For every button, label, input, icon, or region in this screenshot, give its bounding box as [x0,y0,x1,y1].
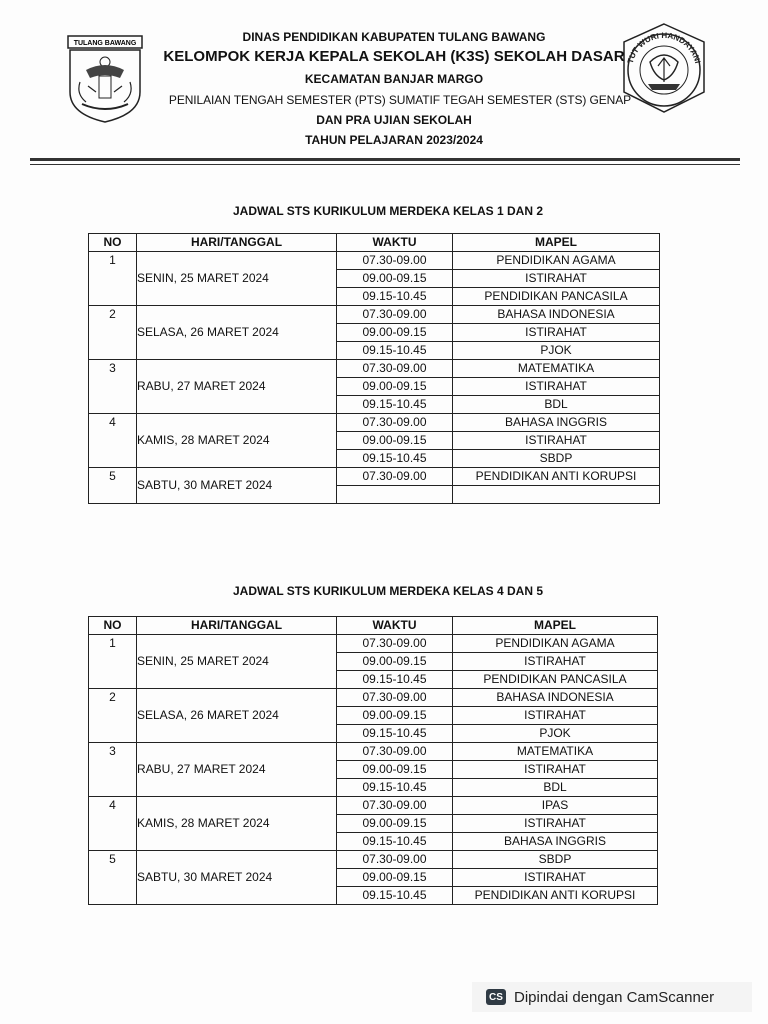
day-number: 5 [89,851,137,905]
session-subject: PJOK [453,342,660,360]
camscanner-text: Dipindai dengan CamScanner [514,988,715,1006]
letterhead-divider-thin [30,164,740,165]
col-header-subject: MAPEL [453,617,658,635]
day-number: 1 [89,252,137,306]
day-date: RABU, 27 MARET 2024 [137,743,337,797]
table-row [89,635,658,653]
day-date: SELASA, 26 MARET 2024 [137,689,337,743]
col-header-no: NO [89,234,137,252]
table-row [89,414,660,432]
table-row [89,689,658,707]
header-line-3: KECAMATAN BANJAR MARGO [304,72,484,86]
session-time: 07.30-09.00 [337,252,453,270]
session-time: 07.30-09.00 [337,689,453,707]
session-subject: BDL [453,396,660,414]
session-time: 09.00-09.15 [337,815,453,833]
col-header-subject: MAPEL [453,234,660,252]
session-subject: IPAS [453,797,658,815]
session-time: 07.30-09.00 [337,360,453,378]
session-subject: ISTIRAHAT [453,653,658,671]
session-subject: SBDP [453,851,658,869]
table2-title: JADWAL STS KURIKULUM MERDEKA KELAS 4 DAN 5 [232,584,544,598]
camscanner-icon: CS [486,989,506,1005]
session-subject: PENDIDIKAN ANTI KORUPSI [453,887,658,905]
day-number: 2 [89,306,137,360]
header-line-1: DINAS PENDIDIKAN KABUPATEN TULANG BAWANG [242,30,546,44]
schedule-table-class-4-5 [88,616,658,905]
table-header-row [89,234,660,252]
session-subject: PENDIDIKAN ANTI KORUPSI [453,468,660,486]
session-time: 07.30-09.00 [337,797,453,815]
day-number: 4 [89,414,137,468]
camscanner-watermark [472,982,752,1012]
session-subject: BDL [453,779,658,797]
day-number: 1 [89,635,137,689]
col-header-day: HARI/TANGGAL [137,234,337,252]
session-time [337,486,453,504]
session-time: 07.30-09.00 [337,743,453,761]
day-number: 3 [89,360,137,414]
day-date: SENIN, 25 MARET 2024 [137,252,337,306]
session-time: 07.30-09.00 [337,851,453,869]
table-row [89,851,658,869]
table-header-row [89,617,658,635]
session-time: 09.00-09.15 [337,432,453,450]
session-time: 09.15-10.45 [337,342,453,360]
session-subject: MATEMATIKA [453,360,660,378]
session-time: 09.00-09.15 [337,270,453,288]
day-number: 5 [89,468,137,504]
session-subject: ISTIRAHAT [453,869,658,887]
header-line-2: KELOMPOK KERJA KEPALA SEKOLAH (K3S) SEKOLAH DASAR [163,48,625,65]
session-subject: ISTIRAHAT [453,378,660,396]
session-time: 09.00-09.15 [337,653,453,671]
session-subject: ISTIRAHAT [453,324,660,342]
left-logo-label: TULANG BAWANG [73,40,137,47]
day-number: 3 [89,743,137,797]
session-time: 09.15-10.45 [337,450,453,468]
session-subject: ISTIRAHAT [453,815,658,833]
col-header-no: NO [89,617,137,635]
table1-title: JADWAL STS KURIKULUM MERDEKA KELAS 1 DAN 2 [232,204,544,218]
session-time: 07.30-09.00 [337,414,453,432]
session-subject [453,486,660,504]
header-line-5: DAN PRA UJIAN SEKOLAH [316,113,472,127]
session-time: 09.00-09.15 [337,869,453,887]
session-subject: BAHASA INGGRIS [453,414,660,432]
col-header-time: WAKTU [337,234,453,252]
session-time: 07.30-09.00 [337,306,453,324]
col-header-time: WAKTU [337,617,453,635]
session-time: 09.15-10.45 [337,725,453,743]
session-time: 09.00-09.15 [337,378,453,396]
col-header-day: HARI/TANGGAL [137,617,337,635]
session-time: 09.15-10.45 [337,396,453,414]
session-subject: ISTIRAHAT [453,270,660,288]
day-date: SENIN, 25 MARET 2024 [137,635,337,689]
session-subject: PJOK [453,725,658,743]
letterhead-divider [30,158,740,161]
table-row [89,306,660,324]
table-row [89,743,658,761]
session-time: 09.15-10.45 [337,288,453,306]
header-line-6: TAHUN PELAJARAN 2023/2024 [305,133,483,147]
session-subject: PENDIDIKAN PANCASILA [453,288,660,306]
session-subject: BAHASA INDONESIA [453,689,658,707]
session-time: 09.15-10.45 [337,887,453,905]
session-subject: PENDIDIKAN AGAMA [453,635,658,653]
session-subject: BAHASA INDONESIA [453,306,660,324]
schedule-table-class-1-2 [88,233,660,504]
session-time: 09.15-10.45 [337,671,453,689]
table-row [89,252,660,270]
day-number: 4 [89,797,137,851]
session-subject: SBDP [453,450,660,468]
session-time: 09.00-09.15 [337,761,453,779]
session-subject: PENDIDIKAN AGAMA [453,252,660,270]
table-row [89,468,660,486]
day-date: RABU, 27 MARET 2024 [137,360,337,414]
day-date: KAMIS, 28 MARET 2024 [137,797,337,851]
day-date: SABTU, 30 MARET 2024 [137,851,337,905]
day-date: KAMIS, 28 MARET 2024 [137,414,337,468]
session-time: 09.15-10.45 [337,779,453,797]
day-number: 2 [89,689,137,743]
session-subject: MATEMATIKA [453,743,658,761]
right-logo-label: TUT WURI HANDAYANI [625,30,703,65]
day-date: SABTU, 30 MARET 2024 [137,468,337,504]
session-subject: ISTIRAHAT [453,707,658,725]
session-time: 07.30-09.00 [337,468,453,486]
session-subject: PENDIDIKAN PANCASILA [453,671,658,689]
session-time: 09.00-09.15 [337,324,453,342]
header-line-4: PENILAIAN TENGAH SEMESTER (PTS) SUMATIF TEGAH SEMESTER (STS) GENAP [168,93,632,107]
session-subject: ISTIRAHAT [453,761,658,779]
session-time: 07.30-09.00 [337,635,453,653]
table-row [89,360,660,378]
session-subject: ISTIRAHAT [453,432,660,450]
table-row [89,797,658,815]
session-time: 09.15-10.45 [337,833,453,851]
session-subject: BAHASA INGGRIS [453,833,658,851]
day-date: SELASA, 26 MARET 2024 [137,306,337,360]
session-time: 09.00-09.15 [337,707,453,725]
